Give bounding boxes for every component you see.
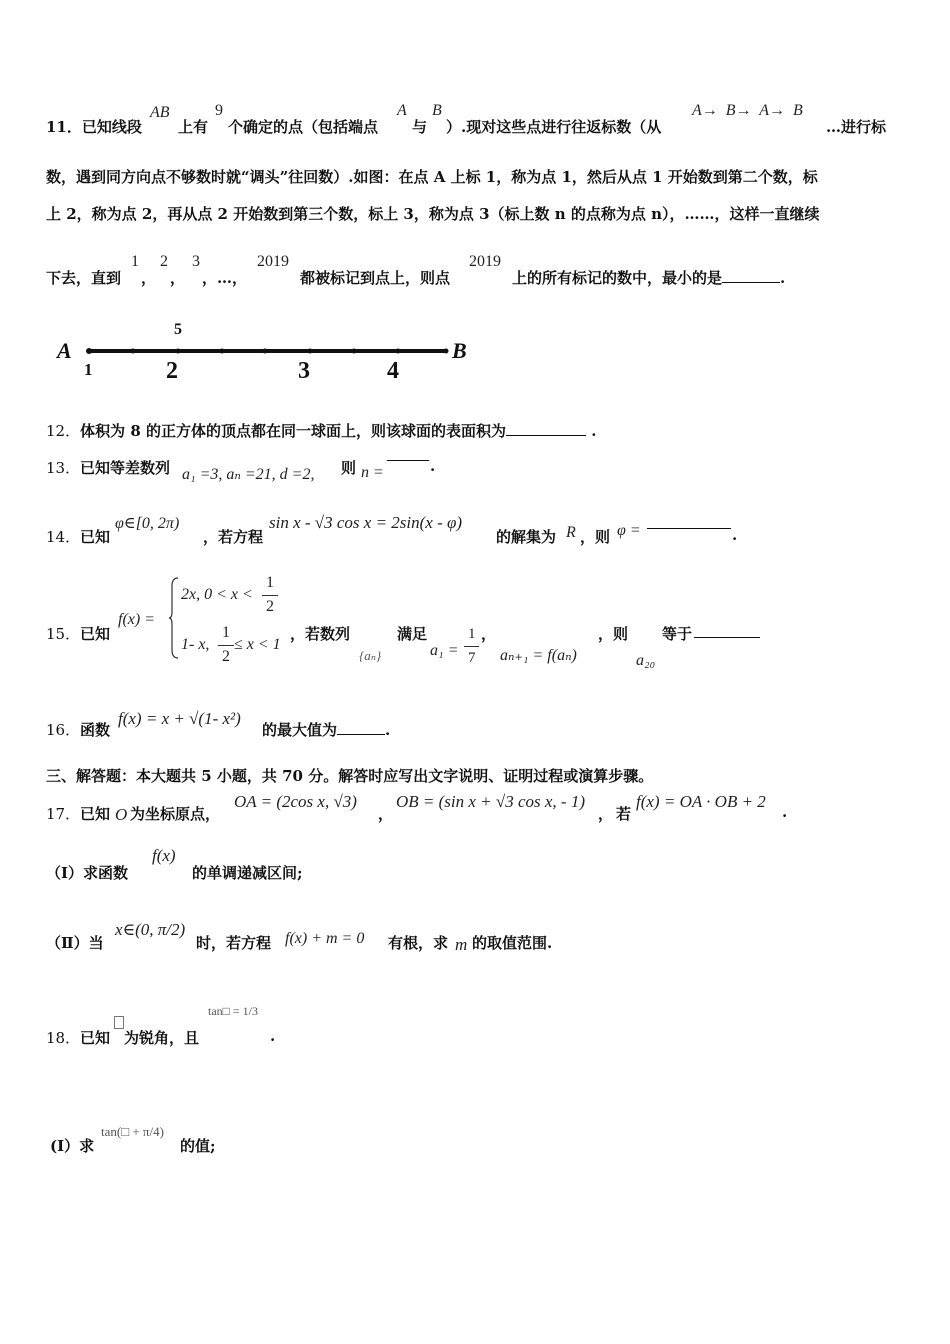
q17-end: . (782, 803, 788, 821)
q11-t3: 个确定的点（包括端点 (228, 118, 379, 136)
q17-OA: OA = (2cos x, √3) (234, 792, 357, 811)
q18-t2: 为锐角，且 (124, 1029, 200, 1047)
q11-t2: 上有 (178, 118, 209, 136)
q17-p2-t: 时，若方程 (196, 934, 272, 952)
q14-t3: 的解集为 (496, 528, 557, 546)
q11-A: A (397, 102, 407, 119)
fraction-bar (464, 646, 479, 647)
q17-p2-t2: 有根，求 (388, 934, 449, 952)
q17-p1-fx: f(x) (152, 846, 176, 865)
q18-end: . (270, 1027, 276, 1045)
q11-B: B (432, 102, 442, 119)
q15-t5: 等于 (662, 625, 693, 643)
q18-t1: 已知 (80, 1029, 111, 1047)
q15-case2-num: 1 (222, 624, 230, 641)
q15-an: {aₙ} (359, 648, 382, 663)
q17-fx: f(x) = OA · OB + 2 (636, 792, 766, 811)
q15-case1-den: 2 (266, 598, 274, 615)
q15-fx: f(x) = (118, 611, 155, 628)
q14-end: . (732, 526, 738, 544)
q18-p1-end: 的值; (180, 1137, 216, 1155)
q15-a1-num: 1 (468, 626, 476, 642)
q13-n: n = (361, 464, 384, 481)
q16-answer-blank (337, 734, 385, 735)
q17-t2: 为坐标原点， (130, 805, 221, 823)
q16-t2: 的最大值为 . (262, 721, 391, 739)
q15-rec: aₙ₊₁ = f(aₙ) (500, 647, 577, 664)
q15-case1-num: 1 (266, 574, 274, 591)
q14-phi-eq: φ = (617, 522, 641, 539)
q11-2019b: 2019 (469, 253, 501, 270)
q18-alpha-box (114, 1016, 124, 1029)
point-dot (176, 349, 181, 354)
q11-n2: 2 (160, 253, 168, 270)
point-dot (308, 349, 313, 354)
q16-number: 16． (46, 721, 81, 739)
q14-t4: ，则 (580, 528, 611, 546)
q11-arrow-seq: A→ B→ A→ B (692, 102, 803, 119)
q11-dots: ，…， (202, 269, 248, 287)
q11-t5: ）.现对这些点进行往返标数（从 (446, 118, 662, 136)
diagram-label-A: A (57, 338, 72, 363)
point-dot (86, 348, 92, 354)
q11-line4c: 上的所有标记的数中，最小的是 . (512, 269, 786, 287)
q15-a1-den: 7 (468, 650, 476, 666)
q16-t1: 函数 (80, 721, 111, 739)
point-dot (263, 349, 268, 354)
q17-p2-eq: f(x) + m = 0 (285, 930, 365, 947)
diagram-mark-1: 1 (84, 360, 93, 379)
q17-p1-end: 的单调递减区间; (192, 864, 303, 882)
q14-t1: 已知 (80, 528, 111, 546)
q14-R: R (566, 524, 576, 541)
q15-a20: a₂₀ (636, 652, 656, 669)
q11-line2: 数，遇到同方向点不够数时就“调头”往回数）.如图：在点 A 上标 1，称为点 1，然后从点 1 开始数到第二个数，标 (46, 168, 818, 186)
q14-number: 14． (46, 528, 81, 546)
q18-tan: tan□ = 1/3 (208, 1004, 259, 1018)
q13-text: 已知等差数列 (80, 459, 171, 477)
q13-end: . (430, 457, 436, 475)
q17-p2-range: x∈(0, π/2) (115, 920, 186, 939)
q11-2019a: 2019 (257, 253, 289, 270)
q12: 12．体积为 8 的正方体的顶点都在同一球面上，则该球面的表面积为 . (46, 422, 597, 440)
diagram-mark-2: 2 (166, 358, 178, 384)
q17-t3: 若 (616, 805, 632, 823)
q11-n3: 3 (192, 253, 200, 270)
q15-case2a: 1- x, (181, 636, 210, 653)
q13-formula: a₁ =3, aₙ =21, d =2, (182, 466, 315, 483)
point-dot (352, 349, 357, 354)
q13-answer-blank (387, 460, 429, 461)
q17-OB: OB = (sin x + √3 cos x, - 1) (396, 792, 586, 811)
point-dot (220, 349, 225, 354)
q12-answer-blank (506, 435, 586, 436)
q17-p2-label: （Ⅱ）当 (46, 934, 104, 952)
q17-c2: ， (598, 805, 614, 823)
q11-AB: AB (150, 104, 170, 121)
q11-line3: 上 2，称为点 2，再从点 2 开始数到第三个数，标上 3，称为点 3（标上数 n 的点称为点 n），……，这样一直继续 (46, 205, 820, 223)
diagram-mark-3: 3 (298, 358, 310, 384)
q15-case2b: ≤ x < 1 (234, 636, 281, 653)
q11-c2: ， (170, 269, 186, 287)
q17-m: m (455, 935, 468, 954)
q15-t3: 满足 (397, 625, 428, 643)
q17-t1: 已知 (80, 805, 111, 823)
q11-line1: 11．已知线段 (46, 118, 142, 136)
q11-nine: 9 (215, 102, 223, 119)
q11-t6: …进行标 (826, 118, 887, 136)
q15-t2: ，若数列 (290, 625, 351, 643)
q15-answer-blank (694, 622, 760, 638)
q15-t4: ，则 (598, 625, 629, 643)
q17-p1-label: （Ⅰ）求函数 (46, 864, 129, 882)
diagram-mark-5: 5 (174, 321, 182, 338)
diagram-mark-4: 4 (387, 358, 399, 384)
q15-t1: 已知 (80, 625, 111, 643)
q15-a1: a₁ = (430, 642, 459, 659)
q18-p1-expr: tan(□ + π/4) (101, 1124, 164, 1139)
point-dot (444, 349, 449, 354)
point-dot (131, 349, 136, 354)
q15-case2-den: 2 (222, 648, 230, 665)
q13-then: 则 (341, 459, 357, 477)
q11-n1: 1 (131, 253, 139, 270)
section3-heading: 三、解答题：本大题共 5 小题，共 70 分。解答时应写出文字说明、证明过程或演算步骤。 (46, 767, 654, 785)
q15-brace (168, 576, 180, 660)
q13-number: 13． (46, 459, 81, 477)
q17-c1: ， (378, 805, 394, 823)
q17-O: O (115, 805, 128, 824)
q14-equation: sin x - √3 cos x = 2sin(x - φ) (269, 513, 463, 532)
q14-t2: ，若方程 (203, 528, 264, 546)
diagram-label-B: B (452, 338, 467, 363)
q16-fx: f(x) = x + √(1- x²) (118, 709, 241, 728)
q18-p1-label: (I）求 (50, 1137, 95, 1155)
q17-p2-end: 的取值范围. (472, 934, 553, 952)
q15-number: 15． (46, 625, 81, 643)
point-dot (396, 349, 401, 354)
q14-phi-range: φ∈[0, 2π) (115, 515, 180, 532)
q18-number: 18． (46, 1029, 81, 1047)
q11-line4b: 都被标记到点上，则点 (300, 269, 451, 287)
q17-number: 17． (46, 805, 81, 823)
fraction-bar (262, 595, 278, 596)
q15-case1: 2x, 0 < x < (181, 586, 253, 603)
q11-c1: ， (141, 269, 157, 287)
q11-t4: 与 (412, 118, 428, 136)
fraction-bar (218, 645, 234, 646)
q15-comma: ， (481, 625, 497, 643)
q14-answer-blank (647, 528, 731, 529)
q11-line4a: 下去，直到 (46, 269, 122, 287)
